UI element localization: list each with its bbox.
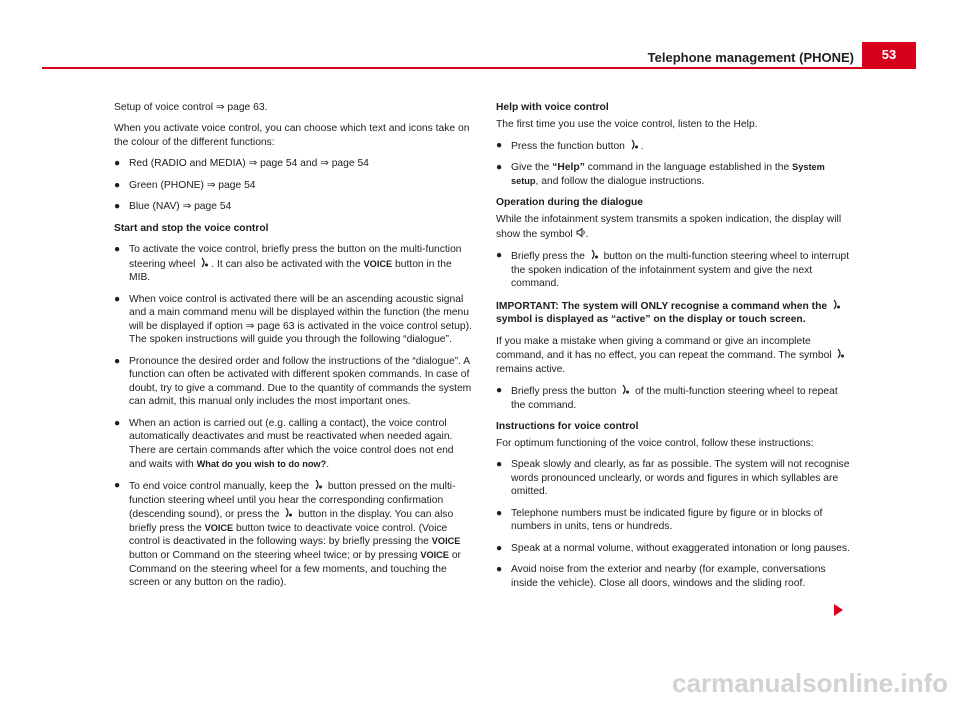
mistake-paragraph: If you make a mistake when giving a command or give an incomplete command, and it has no effect, you can repeat the command. The symbol remains active. [496,335,854,377]
list-item: ● Briefly press the button of the multi-function steering wheel to repeat the command. [496,385,838,411]
list-item: ● To end voice control manually, keep the button pressed on the multi-function steering wheel until you hear the corresponding confirmation (descending sound), or press the button in the display. You can also briefly press the VOICE button twice to deactivate voice control. (Voice control is deactivated in the following ways: by briefly pressing the VOICE button or Command on the steering wheel twice; or by pressing VOICE or Command on the steering wheel for a few moments, and touching the screen or any button on the radio). [114,480,461,589]
help-paragraph: The first time you use the voice control, listen to the Help. [496,118,758,130]
page-number: 53 [862,42,916,67]
voice-control-icon [831,299,842,310]
voice-control-icon [589,249,600,260]
header-divider [42,67,916,69]
watermark: carmanualsonline.info [672,668,948,698]
voice-control-icon [313,479,324,490]
voice-control-icon [620,384,631,395]
continue-arrow-icon [834,604,843,616]
list-item: ● When voice control is activated there will be an ascending acoustic signal and a main command menu will be displayed within the function (the menu will be displayed if option ⇒ page 63 is activated in the voice control setup). The spoken instructions will guide you through the following “dialogue”. [114,293,472,346]
list-item: ● Green (PHONE) ⇒ page 54 [114,179,256,191]
instructions-paragraph: For optimum functioning of the voice control, follow these instructions: [496,437,814,449]
voice-control-icon [835,348,846,359]
voice-setup-ref: Setup of voice control ⇒ page 63. [114,102,268,113]
speaker-icon [576,227,586,238]
list-item: ● Press the function button . [496,139,644,152]
list-item: ● To activate the voice control, briefly press the button on the multi-function steering wheel . It can also be activated with the VOICE button in the MIB. [114,243,462,284]
right-column [496,101,854,598]
start-stop-heading: Start and stop the voice control [114,222,269,234]
help-heading: Help with voice control [496,102,609,113]
list-item: ● Pronounce the desired order and follow the instructions of the “dialogue”. A function can often be activated with different spoken commands. In case of doubt, try to give a command. Due to the quantity of commands the system can admit, this manual only includes the most important ones. [114,355,472,408]
list-item: ● Speak at a normal volume, without exaggerated intonation or long pauses. [496,542,850,554]
list-item: ● When an action is carried out (e.g. calling a contact), the voice control automatically deactivates and must be reactivated when needed again. There are certain commands after which the voice control does not end and waits with What do you wish to do now?. [114,417,454,470]
list-item: ● Red (RADIO and MEDIA) ⇒ page 54 and ⇒ page 54 [114,158,369,170]
colour-intro: When you activate voice control, you can choose which text and icons take on the colour of the different functions: [114,123,470,148]
instructions-heading: Instructions for voice control [496,421,639,433]
operation-paragraph: While the infotainment system transmits a spoken indication, the display will show the symbol . [496,213,842,240]
list-item: ● Give the “Help” command in the language established in the System setup, and follow the dialogue instructions. [496,162,825,187]
list-item: ● Blue (NAV) ⇒ page 54 [114,201,232,213]
left-column [114,101,472,598]
list-item: ● Briefly press the button on the multi-function steering wheel to interrupt the spoken indication of the infotainment system and give the next command. [496,249,850,290]
list-item: ● Speak slowly and clearly, as far as possible. The system will not recognise words pronounced unclearly, or words and figures in which syllables are omitted. [496,459,850,498]
page-title: Telephone management (PHONE) [647,50,854,65]
voice-control-icon [199,257,210,268]
operation-heading: Operation during the dialogue [496,197,644,209]
voice-control-icon [283,507,294,518]
list-item: ● Telephone numbers must be indicated figure by figure or in blocks of numbers in units, tens or hundreds. [496,507,823,533]
important-note: IMPORTANT: The system will ONLY recognise a command when the symbol is displayed as “active” on the display or touch screen. [496,299,854,327]
voice-control-icon [629,139,640,150]
list-item: ● Avoid noise from the exterior and nearby (for example, conversations inside the vehicle). Close all doors, windows and the sliding roof. [496,564,826,589]
